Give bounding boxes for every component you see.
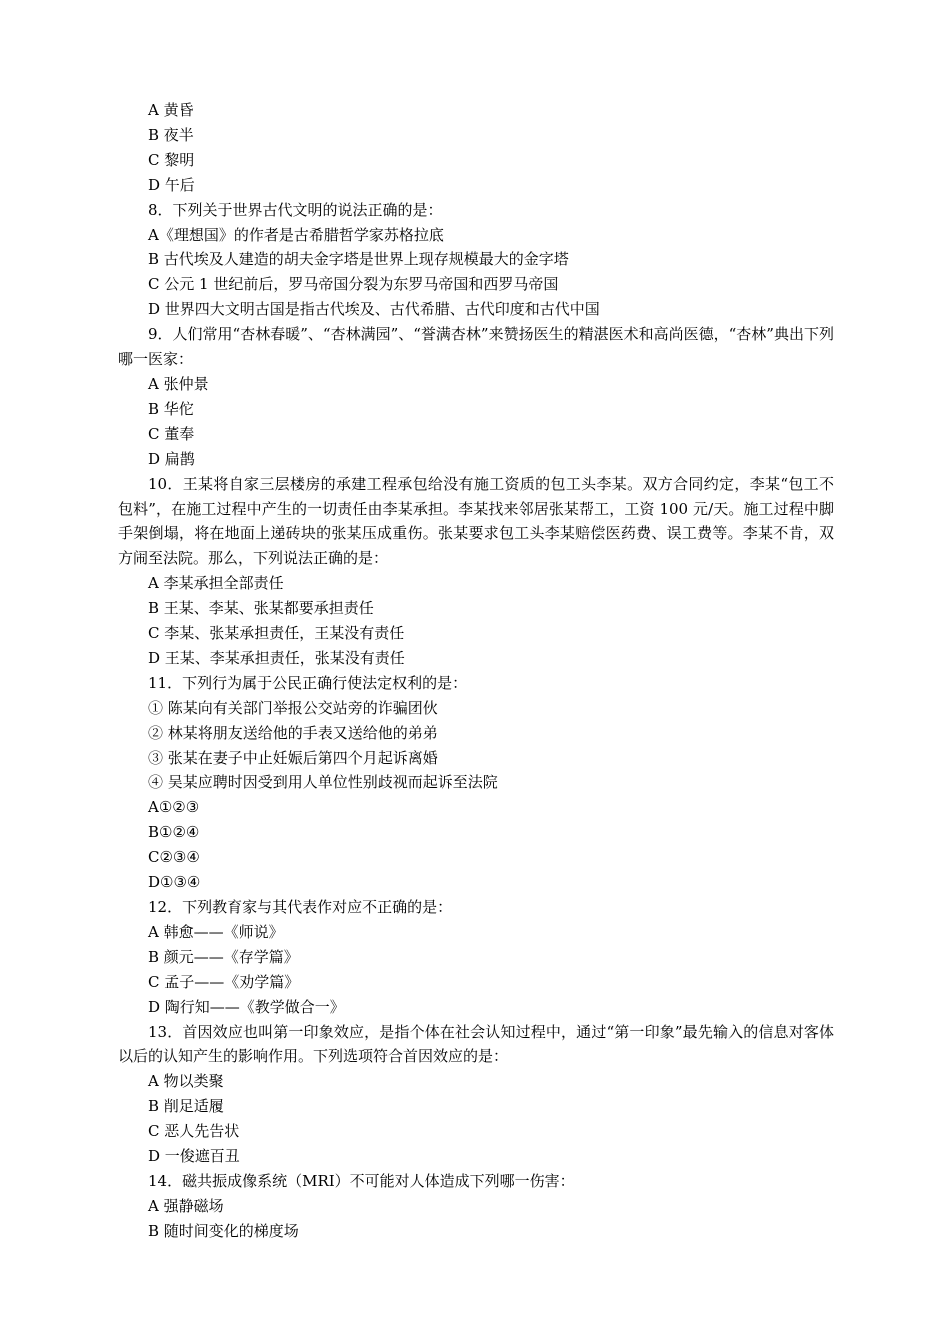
q7-option-b: B 夜半	[148, 125, 194, 144]
q13-option-a: A 物以类聚	[148, 1072, 224, 1091]
q9-stem: 9．人们常用“杏林春暖”、“杏林满园”、“誉满杏林”来赞扬医生的精湛医术和高尚医德，“杏林”典出下列哪一医家：	[118, 325, 834, 369]
q13-stem: 13．首因效应也叫第一印象效应，是指个体在社会认知过程中，通过“第一印象”最先输入的信息对客体以后的认知产生的影响作用。下列选项符合首因效应的是：	[118, 1022, 834, 1066]
q13-option-b: B 削足适履	[148, 1097, 224, 1116]
q7-option-a: A 黄昏	[148, 101, 194, 119]
q8-option-b: B 古代埃及人建造的胡夫金字塔是世界上现存规模最大的金字塔	[148, 250, 569, 269]
q13-option-d: D 一俊遮百丑	[148, 1147, 240, 1166]
q13-option-c: C 恶人先告状	[148, 1122, 240, 1141]
q7-option-d: D 午后	[148, 175, 195, 194]
question-list	[118, 98, 834, 1244]
q10-option-b: B 王某、李某、张某都要承担责任	[148, 599, 374, 618]
q9-option-c: C 董奉	[148, 424, 195, 443]
q11-option-b: B①②④	[148, 823, 200, 842]
q9-option-b: B 华佗	[148, 399, 194, 418]
q10-option-c: C 李某、张某承担责任，王某没有责任	[148, 624, 405, 643]
q11-statement-2: ② 林某将朋友送给他的手表又送给他的弟弟	[148, 723, 438, 742]
q11-statement-4: ④ 吴某应聘时因受到用人单位性别歧视而起诉至法院	[148, 773, 498, 792]
q11-option-a: A①②③	[148, 798, 200, 817]
q11-option-d: D①③④	[148, 873, 201, 892]
q12-option-b: B 颜元——《存学篇》	[148, 947, 299, 966]
q10-option-d: D 王某、李某承担责任，张某没有责任	[148, 648, 405, 667]
q11-option-c: C②③④	[148, 848, 200, 867]
q7-option-c: C 黎明	[148, 150, 195, 169]
q12-stem: 12．下列教育家与其代表作对应不正确的是：	[148, 898, 453, 916]
q12-option-c: C 孟子——《劝学篇》	[148, 972, 300, 991]
q11-stem: 11．下列行为属于公民正确行使法定权利的是：	[148, 673, 468, 692]
q12-option-a: A 韩愈——《师说》	[148, 922, 284, 941]
q8-option-c: C 公元 1 世纪前后，罗马帝国分裂为东罗马帝国和西罗马帝国	[148, 275, 559, 294]
q10-option-a: A 李某承担全部责任	[148, 574, 284, 593]
q9-option-d: D 扁鹊	[148, 449, 195, 468]
q9-option-a: A 张仲景	[148, 374, 209, 393]
q14-option-a: A 强静磁场	[148, 1196, 224, 1215]
q14-option-b: B 随时间变化的梯度场	[148, 1221, 299, 1240]
q8-option-d: D 世界四大文明古国是指古代埃及、古代希腊、古代印度和古代中国	[148, 300, 600, 319]
q8-stem: 8．下列关于世界古代文明的说法正确的是：	[148, 200, 443, 219]
q11-statement-1: ① 陈某向有关部门举报公交站旁的诈骗团伙	[148, 698, 438, 717]
q10-stem: 10．王某将自家三层楼房的承建工程承包给没有施工资质的包工头李某。双方合同约定，李某“包工不包料”，在施工过程中产生的一切责任由李某承担。李某找来邻居张某帮工，工资 100 元/天。施工过程中脚手架倒塌，将在地面上递砖块的张某压成重伤。张某要求包工头李某赔偿医药费、误工费等。李某不肯，双方闹至法院。那么，下列说法正确的是：	[118, 474, 834, 568]
q8-option-a: A《理想国》的作者是古希腊哲学家苏格拉底	[148, 225, 444, 244]
q12-option-d: D 陶行知——《教学做合一》	[148, 997, 345, 1016]
q11-statement-3: ③ 张某在妻子中止妊娠后第四个月起诉离婚	[148, 748, 438, 767]
q14-stem: 14．磁共振成像系统（MRI）不可能对人体造成下列哪一伤害：	[148, 1171, 575, 1190]
